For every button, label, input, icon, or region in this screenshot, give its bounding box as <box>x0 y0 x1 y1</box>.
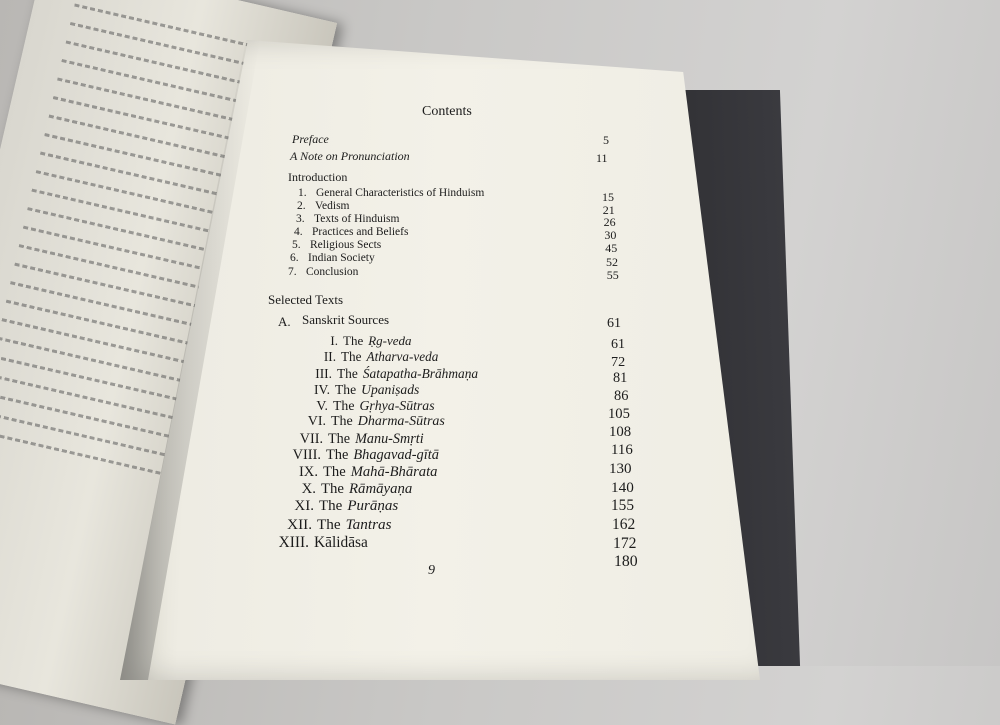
toc-text-page: 81 <box>613 370 628 386</box>
toc-text-entry <box>328 431 424 448</box>
toc-text-entry <box>317 516 392 534</box>
toc-text-prefix: The <box>321 481 345 497</box>
toc-text-prefix: The <box>326 447 349 463</box>
toc-text-number: XIII. <box>278 534 309 551</box>
toc-text-prefix: The <box>343 333 364 348</box>
toc-text-number: IV. <box>314 382 330 397</box>
toc-text-number: I. <box>330 333 338 348</box>
toc-text-entry <box>343 333 412 349</box>
toc-text-title: Purāṇas <box>347 498 399 514</box>
toc-text-number: V. <box>316 398 328 413</box>
toc-text-prefix: The <box>323 464 346 480</box>
toc-pronunciation-page: 11 <box>596 151 608 165</box>
toc-text-number: XI. <box>294 498 314 514</box>
toc-text-prefix: The <box>341 349 362 364</box>
toc-intro-number: 1. <box>298 187 307 199</box>
toc-text-page: 155 <box>611 497 635 514</box>
toc-text-title: Kālidāsa <box>314 534 368 551</box>
introduction-heading: Introduction <box>288 170 348 184</box>
toc-text-title: Bhagavad-gītā <box>353 447 439 463</box>
toc-intro-title: Conclusion <box>306 266 359 278</box>
toc-text-prefix: The <box>328 431 351 447</box>
toc-text-prefix: The <box>331 414 353 429</box>
toc-text-number: VI. <box>307 414 326 429</box>
toc-text-title: Upaniṣads <box>361 382 420 397</box>
toc-preface-page: 5 <box>603 133 609 147</box>
section-a-letter: A. <box>278 314 291 329</box>
toc-intro-title: Texts of Hinduism <box>314 213 400 225</box>
toc-text-entry <box>326 447 439 464</box>
toc-text-page: 116 <box>611 442 633 458</box>
toc-text-entry <box>319 498 398 515</box>
toc-text-title: Ṛg-veda <box>368 333 412 348</box>
toc-preface: Preface <box>292 132 329 146</box>
toc-text-page: 172 <box>613 535 637 552</box>
toc-text-title: Dharma-Sūtras <box>357 414 445 429</box>
toc-text-entry <box>341 349 438 365</box>
toc-text-page: 140 <box>611 479 634 496</box>
toc-text-entry <box>323 464 437 481</box>
toc-text-prefix: The <box>337 366 358 381</box>
toc-intro-number: 5. <box>292 239 301 251</box>
toc-text-title: Rāmāyaṇa <box>349 481 413 497</box>
toc-text-number: II. <box>323 349 336 364</box>
toc-text-prefix: The <box>319 498 343 514</box>
toc-text-prefix: The <box>335 382 357 397</box>
toc-text-number: IX. <box>298 464 318 480</box>
toc-text-entry <box>337 366 478 382</box>
toc-text-title: Mahā-Bhārata <box>350 464 438 480</box>
toc-intro-title: Practices and Beliefs <box>312 226 409 238</box>
toc-intro-title: Religious Sects <box>310 239 382 251</box>
toc-text-prefix: The <box>317 516 341 533</box>
toc-text-number: XII. <box>287 516 312 533</box>
toc-intro-number: 2. <box>297 200 306 212</box>
toc-intro-number: 3. <box>296 213 305 225</box>
toc-intro-page: 30 <box>604 228 617 242</box>
toc-intro-page: 55 <box>606 268 619 282</box>
toc-intro-page: 45 <box>605 241 618 255</box>
toc-text-number: X. <box>301 481 316 497</box>
toc-text-page: 162 <box>612 516 636 533</box>
toc-intro-title: Indian Society <box>308 252 375 264</box>
toc-text-title: Tantras <box>345 516 392 533</box>
toc-text-number: III. <box>315 366 332 381</box>
toc-text-title: Śatapatha-Brāhmaṇa <box>362 366 479 381</box>
toc-text-page: 105 <box>608 406 630 422</box>
selected-texts-heading: Selected Texts <box>268 292 344 307</box>
toc-text-page: 61 <box>611 337 625 352</box>
toc-text-page: 130 <box>609 461 632 477</box>
toc-text-number: VII. <box>299 431 323 447</box>
toc-intro-number: 7. <box>288 266 297 278</box>
toc-text-entry <box>314 534 368 552</box>
toc-text-title: Gṛhya-Sūtras <box>359 398 435 413</box>
toc-intro-page: 52 <box>606 255 618 269</box>
toc-text-title: Atharva-veda <box>366 349 439 364</box>
toc-intro-page: 26 <box>603 215 616 229</box>
toc-text-entry <box>321 481 412 498</box>
toc-intro-title: General Characteristics of Hinduism <box>316 187 485 199</box>
toc-intro-number: 6. <box>290 252 299 264</box>
toc-text-entry <box>333 398 435 414</box>
section-a-page: 61 <box>607 316 621 331</box>
toc-text-title: Manu-Smṛti <box>355 431 424 447</box>
page-title: Contents <box>422 104 472 119</box>
toc-text-entry <box>331 414 445 430</box>
toc-intro-page: 15 <box>602 190 614 204</box>
toc-pronunciation: A Note on Pronunciation <box>290 149 410 163</box>
toc-text-prefix: The <box>333 398 355 413</box>
toc-text-page: 180 <box>614 553 638 570</box>
toc-intro-title: Vedism <box>315 200 350 212</box>
toc-text-entry <box>335 382 419 398</box>
toc-text-page: 72 <box>611 354 626 370</box>
toc-intro-page: 21 <box>602 203 615 217</box>
toc-text-page: 86 <box>614 388 629 404</box>
toc-text-page: 108 <box>609 424 632 440</box>
toc-text-number: VIII. <box>292 447 321 463</box>
toc-intro-number: 4. <box>294 226 303 238</box>
section-a-title: Sanskrit Sources <box>302 312 390 327</box>
page-number: 9 <box>428 563 435 578</box>
